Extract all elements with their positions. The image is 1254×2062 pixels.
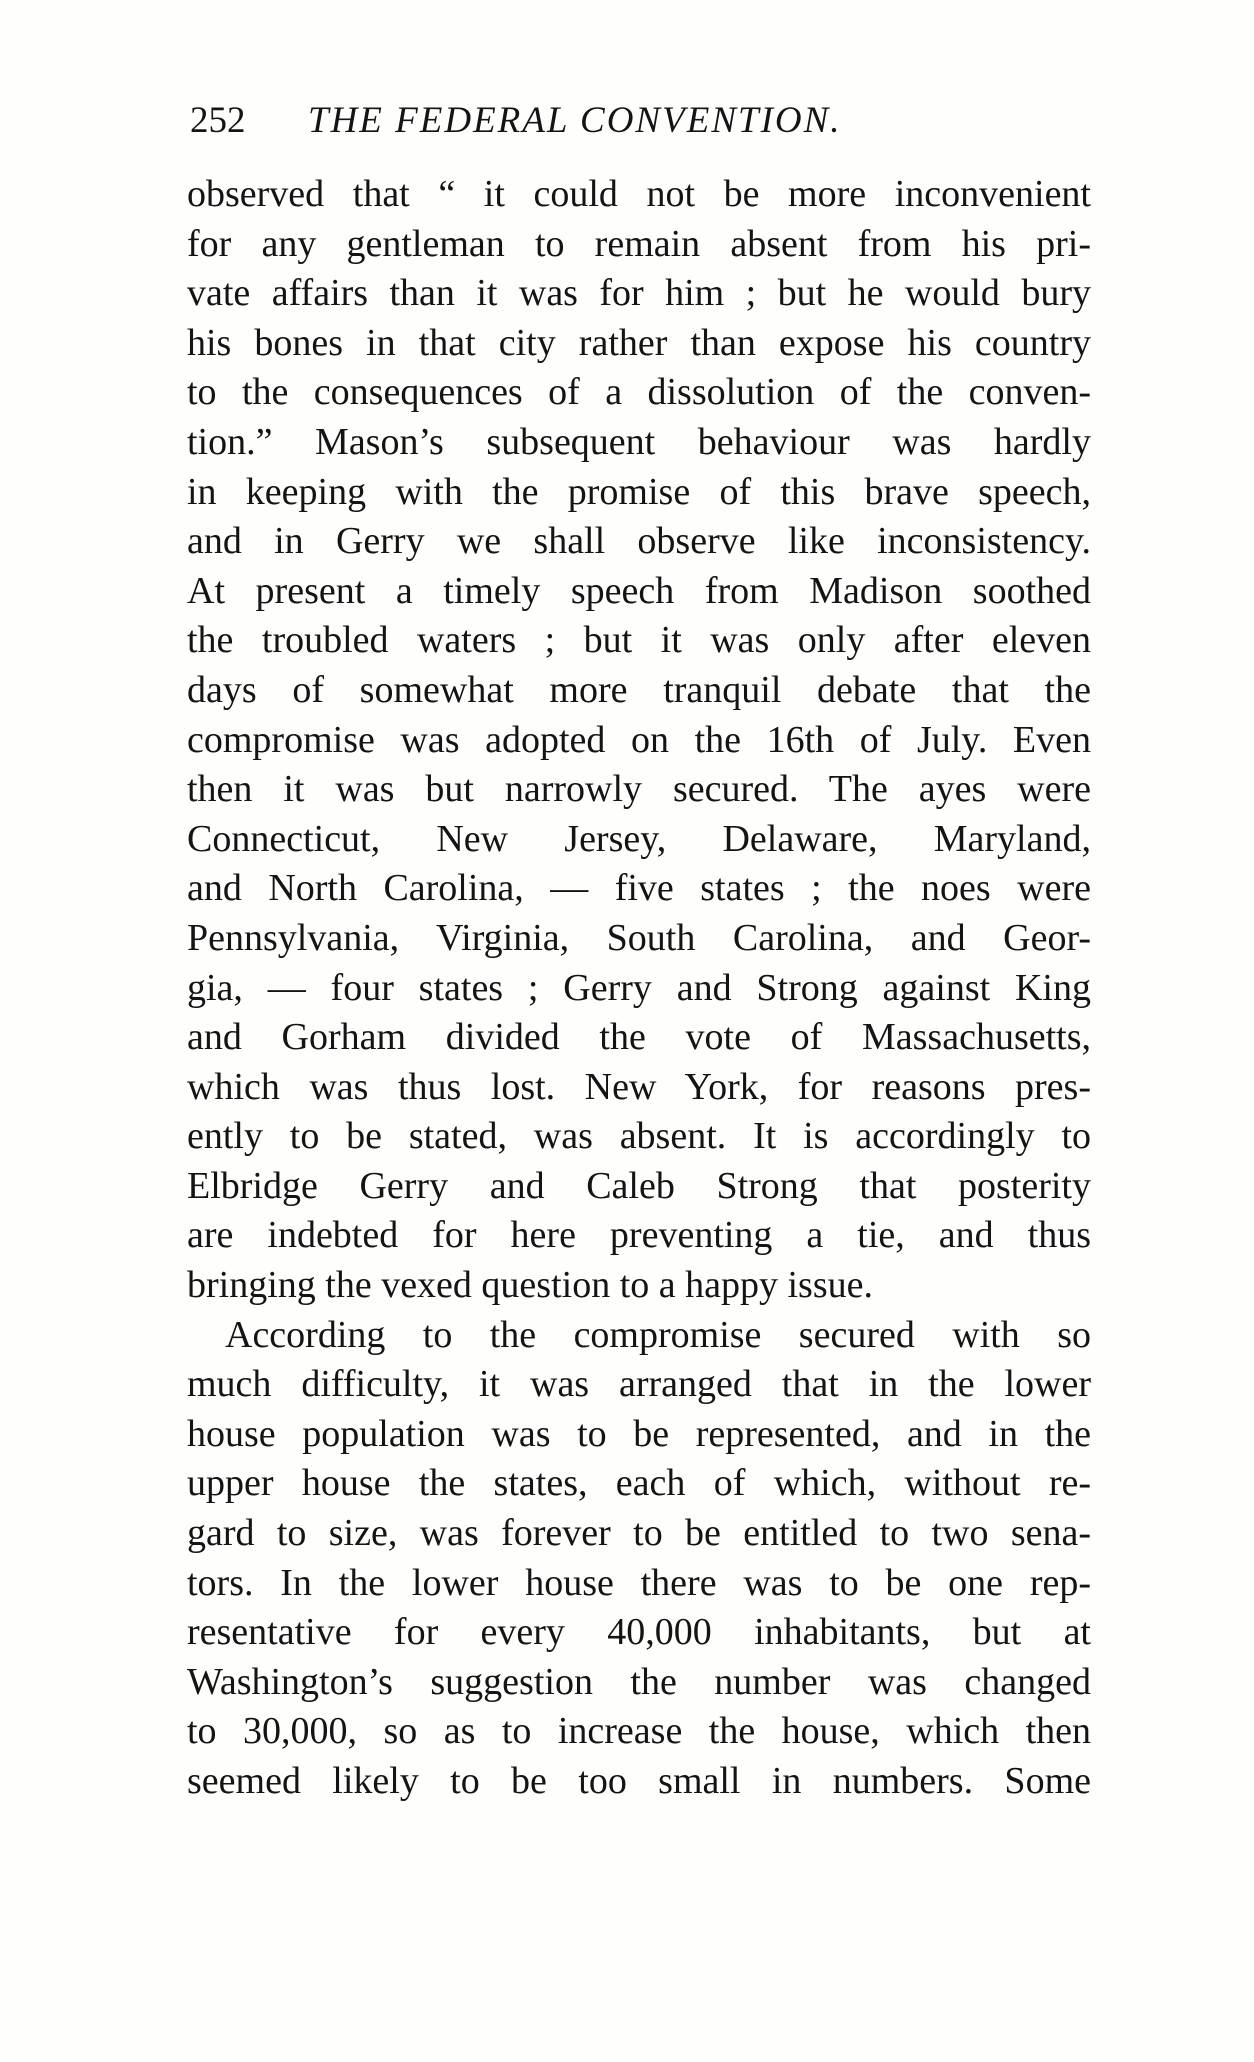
text-line: vate affairs than it was for him ; but he would bury [187,272,1091,315]
text-line: and in Gerry we shall observe like inconsistency. [187,520,1091,563]
text-line: resentative for every 40,000 inhabitants, but at [187,1611,1091,1654]
text-line: which was thus lost. New York, for reasons pres- [187,1065,1091,1108]
text-line: to 30,000, so as to increase the house, which then [187,1710,1091,1753]
text-line: the troubled waters ; but it was only after eleven [187,619,1091,662]
text-line: are indebted for here preventing a tie, and thus [187,1214,1091,1257]
body-text [187,170,1091,1807]
text-line: seemed likely to be too small in numbers. Some [187,1760,1091,1802]
text-line: ently to be stated, was absent. It is accordingly to [187,1115,1091,1158]
text-line: gia, — four states ; Gerry and Strong against King [187,966,1091,1009]
text-line: Washington’s suggestion the number was changed [187,1660,1091,1703]
page-header [190,96,1090,146]
text-line: house population was to be represented, and in the [187,1412,1091,1455]
text-line: for any gentleman to remain absent from his pri- [187,222,1091,265]
text-line: observed that “ it could not be more inconvenient [187,173,1091,215]
text-line: compromise was adopted on the 16th of July. Even [187,718,1091,761]
text-line: tion.” Mason’s subsequent behaviour was hardly [187,420,1091,463]
paragraph-end-line: bringing the vexed question to a happy issue. [187,1264,873,1307]
paragraph-start-line: According to the compromise secured with so [225,1313,1091,1356]
page-number: 252 [190,100,246,141]
text-line: in keeping with the promise of this brave speech, [187,470,1091,513]
running-head: THE FEDERAL CONVENTION. [308,100,842,141]
text-line: gard to size, was forever to be entitled to two sena- [187,1512,1091,1555]
text-line: upper house the states, each of which, without re- [187,1462,1091,1505]
text-line: days of somewhat more tranquil debate that the [187,668,1091,711]
text-line: Connecticut, New Jersey, Delaware, Maryland, [187,817,1091,860]
text-line: Pennsylvania, Virginia, South Carolina, and Geor- [187,916,1091,959]
text-line: his bones in that city rather than expose his country [187,321,1091,364]
text-line: and Gorham divided the vote of Massachusetts, [187,1016,1091,1059]
text-line: Elbridge Gerry and Caleb Strong that posterity [187,1164,1091,1207]
text-line: At present a timely speech from Madison soothed [187,569,1091,612]
text-line: much difficulty, it was arranged that in the lower [187,1363,1091,1406]
text-line: then it was but narrowly secured. The ayes were [187,768,1091,811]
text-line: tors. In the lower house there was to be one rep- [187,1561,1091,1604]
text-line: to the consequences of a dissolution of the conven- [187,371,1091,414]
text-line: and North Carolina, — five states ; the noes were [187,867,1091,910]
